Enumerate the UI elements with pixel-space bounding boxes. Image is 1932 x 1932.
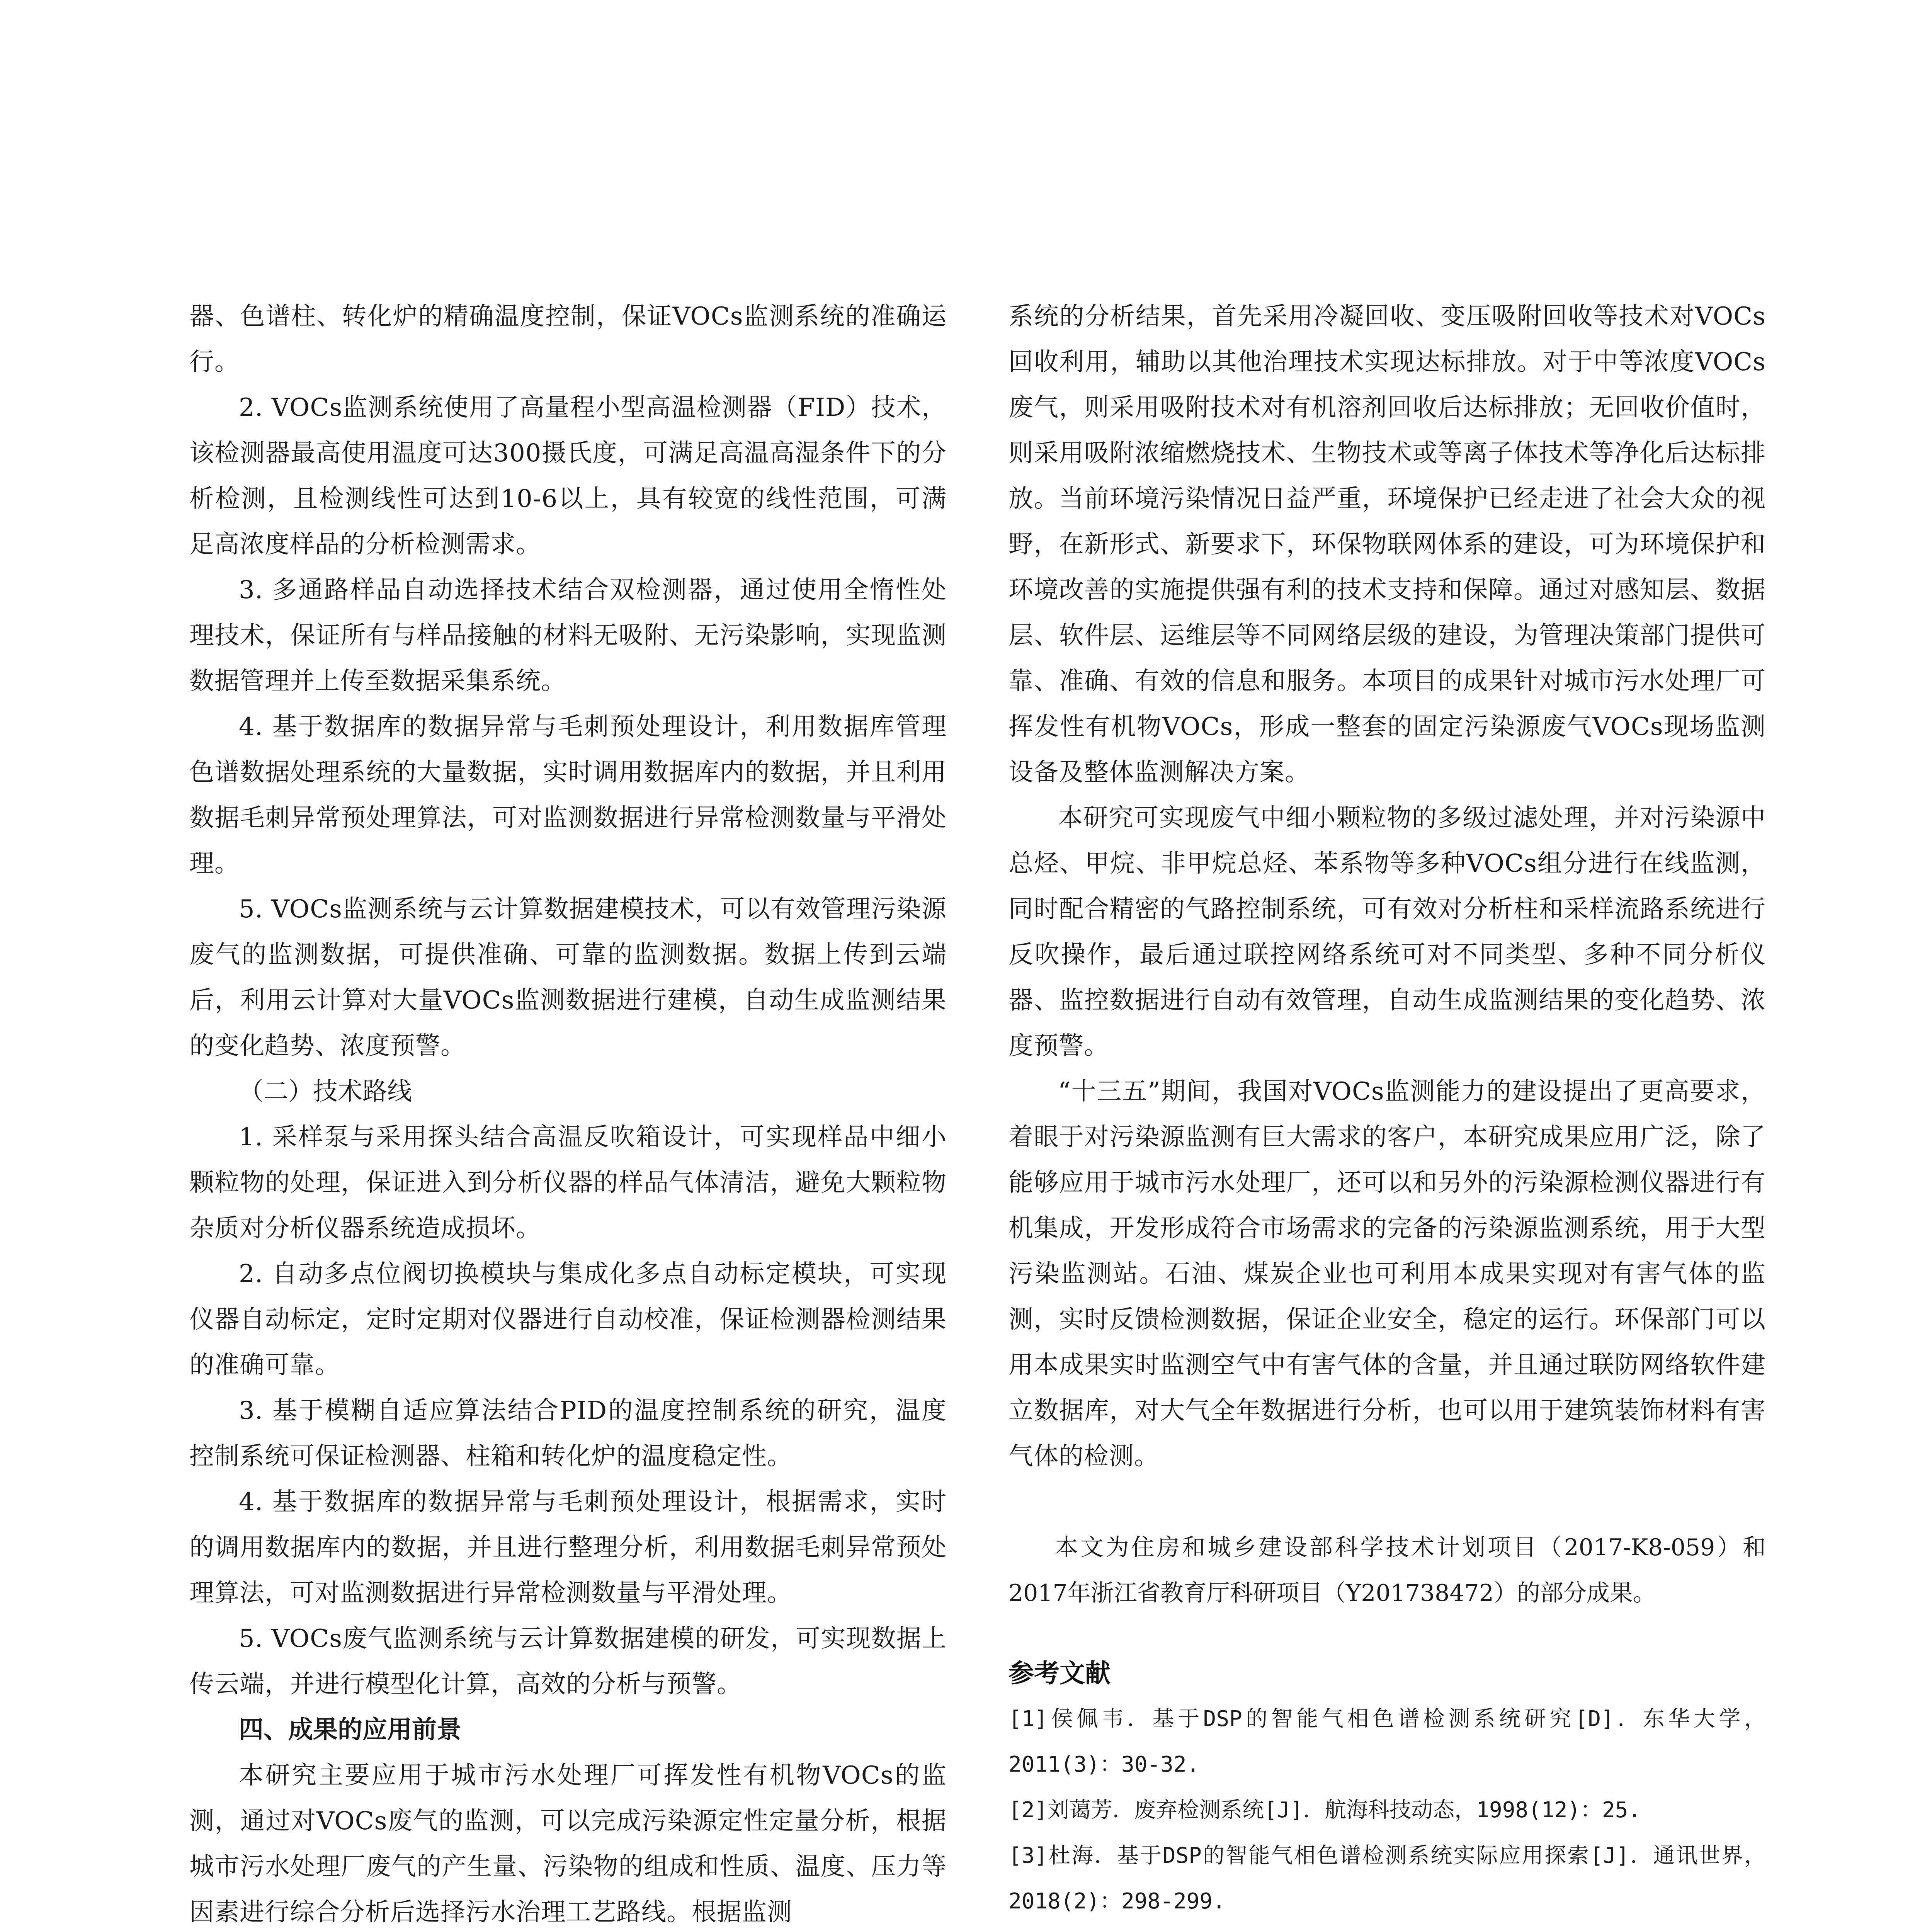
tech-route-item-3: 3. 基于模糊自适应算法结合PID的温度控制系统的研究，温度控制系统可保证检测器、柱箱和转化炉的温度稳定性。	[189, 1396, 947, 1471]
paragraph-item-2: 2. VOCs监测系统使用了高量程小型高温检测器（FID）技术，该检测器最高使用温度可达300摄氏度，可满足高温高湿条件下的分析检测，且检测线性可达到10-6以上，具有较宽的线性范围，可满足高浓度样品的分析检测需求。	[189, 393, 947, 559]
section-heading-application: 四、成果的应用前景	[239, 1716, 461, 1744]
reference-item: [2]刘蔼芳．废弃检测系统[J]．航海科技动态，1998(12)：25.	[1009, 1798, 1641, 1823]
reference-item: [1]侯佩韦．基于DSP的智能气相色谱检测系统研究[D]．东华大学，2011(3)：30-32.	[1009, 1706, 1766, 1777]
reference-item: [3]杜海．基于DSP的智能气相色谱检测系统实际应用探索[J]．通讯世界，2018(2)：298-299.	[1009, 1843, 1766, 1914]
paragraph-multistage: 本研究可实现废气中细小颗粒物的多级过滤处理，并对污染源中总烃、甲烷、非甲烷总烃、苯系物等多种VOCs组分进行在线监测，同时配合精密的气路控制系统，可有效对分析柱和采样流路系统进行反吹操作，最后通过联控网络系统可对不同类型、多种不同分析仪器、监控数据进行自动有效管理，自动生成监测结果的变化趋势、浓度预警。	[1009, 804, 1766, 1060]
paragraph-thirteenth-five-year: “十三五”期间，我国对VOCs监测能力的建设提出了更高要求，着眼于对污染源监测有巨大需求的客户，本研究成果应用广泛，除了能够应用于城市污水处理厂，还可以和另外的污染源检测仪器进行有机集成，开发形成符合市场需求的完备的污染源监测系统，用于大型污染监测站。石油、煤炭企业也可利用本成果实现对有害气体的监测，实时反馈检测数据，保证企业安全，稳定的运行。环保部门可以用本成果实时监测空气中有害气体的含量，并且通过联防网络软件建立数据库，对大气全年数据进行分析，也可以用于建筑装饰材料有害气体的检测。	[1009, 1077, 1766, 1471]
tech-route-item-5: 5. VOCs废气监测系统与云计算数据建模的研发，可实现数据上传云端，并进行模型化计算，高效的分析与预警。	[189, 1624, 947, 1699]
acknowledgement: 本文为住房和城乡建设部科学技术计划项目（2017-K8-059）和2017年浙江省教育厅科研项目（Y201738472）的部分成果。	[1009, 1534, 1766, 1607]
paragraph-item-4: 4. 基于数据库的数据异常与毛刺预处理设计，利用数据库管理色谱数据处理系统的大量数据，实时调用数据库内的数据，并且利用数据毛刺异常预处理算法，可对监测数据进行异常检测数量与平滑处理。	[189, 713, 947, 878]
subsection-heading-tech-route: （二）技术路线	[239, 1077, 412, 1106]
paragraph-item-5: 5. VOCs监测系统与云计算数据建模技术，可以有效管理污染源废气的监测数据，可提供准确、可靠的监测数据。数据上传到云端后，利用云计算对大量VOCs监测数据进行建模，自动生成监测结果的变化趋势、浓度预警。	[189, 895, 947, 1060]
references-title: 参考文献	[1009, 1658, 1111, 1688]
application-paragraph: 本研究主要应用于城市污水处理厂可挥发性有机物VOCs的监测，通过对VOCs废气的监测，可以完成污染源定性定量分析，根据城市污水处理厂废气的产生量、污染物的组成和性质、温度、压力等因素进行综合分析后选择污水治理工艺路线。根据监测	[189, 1761, 947, 1927]
paragraph-continued-right: 系统的分析结果，首先采用冷凝回收、变压吸附回收等技术对VOCs回收利用，辅助以其他治理技术实现达标排放。对于中等浓度VOCs废气，则采用吸附技术对有机溶剂回收后达标排放；无回收价值时，则采用吸附浓缩燃烧技术、生物技术或等离子体技术等净化后达标排放。当前环境污染情况日益严重，环境保护已经走进了社会大众的视野，在新形式、新要求下，环保物联网体系的建设，可为环境保护和环境改善的实施提供强有利的技术支持和保障。通过对感知层、数据层、软件层、运维层等不同网络层级的建设，为管理决策部门提供可靠、准确、有效的信息和服务。本项目的成果针对城市污水处理厂可挥发性有机物VOCs，形成一整套的固定污染源废气VOCs现场监测设备及整体监测解决方案。	[1009, 302, 1766, 787]
tech-route-item-4: 4. 基于数据库的数据异常与毛刺预处理设计，根据需求，实时的调用数据库内的数据，并且进行整理分析，利用数据毛刺异常预处理算法，可对监测数据进行异常检测数量与平滑处理。	[189, 1488, 947, 1607]
paragraph-item-3: 3. 多通路样品自动选择技术结合双检测器，通过使用全惰性处理技术，保证所有与样品接触的材料无吸附、无污染影响，实现监测数据管理并上传至数据采集系统。	[189, 576, 947, 696]
right-column	[1009, 294, 1766, 1924]
tech-route-item-2: 2. 自动多点位阀切换模块与集成化多点自动标定模块，可实现仪器自动标定，定时定期对仪器进行自动校准，保证检测器检测结果的准确可靠。	[189, 1260, 947, 1379]
tech-route-item-1: 1. 采样泵与采用探头结合高温反吹箱设计，可实现样品中细小颗粒物的处理，保证进入到分析仪器的样品气体清洁，避免大颗粒物杂质对分析仪器系统造成损坏。	[189, 1123, 947, 1243]
left-column	[189, 294, 947, 1932]
paragraph-continued: 器、色谱柱、转化炉的精确温度控制，保证VOCs监测系统的准确运行。	[189, 302, 947, 376]
